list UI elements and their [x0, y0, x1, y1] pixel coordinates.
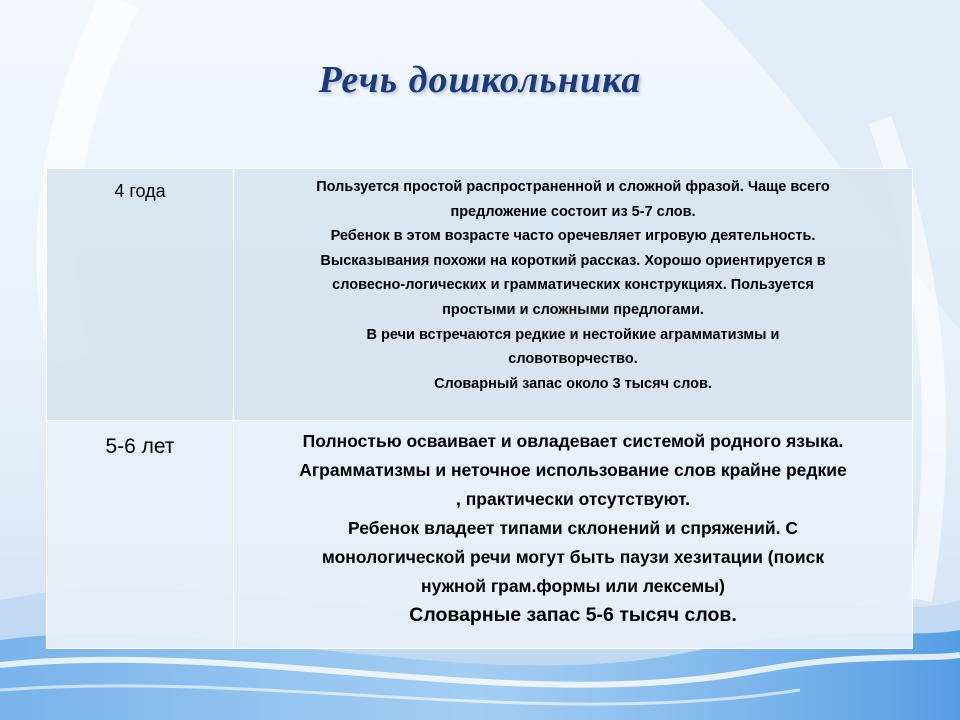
speech-development-table [46, 168, 913, 649]
description-line: Высказывания похожи на короткий рассказ. Хорошо ориентируется в [320, 252, 826, 269]
description-line: В речи встречаются редкие и нестойкие аграмматизмы и [366, 326, 780, 343]
description-line: нужной грам.формы или лексемы) [421, 576, 725, 596]
table-row [47, 169, 913, 421]
description-line: Пользуется простой распространенной и сложной фразой. Чаще всего [316, 179, 830, 195]
description-line: Полностью осваивает и овладевает системой родного языка. [302, 431, 844, 451]
description-cell [234, 421, 913, 649]
description-line: Словарный запас около 3 тысяч слов. [434, 375, 712, 392]
description-line: простыми и сложными предлогами. [442, 301, 704, 318]
description-line: Ребенок владеет типами склонений и спряжений. С [348, 518, 798, 538]
description-cell [234, 169, 913, 421]
age-cell: 5-6 лет [47, 421, 234, 649]
table-row [47, 421, 913, 649]
description-line: предложение состоит из 5-7 слов. [450, 203, 696, 220]
description-line: , практически отсутствуют. [456, 489, 690, 509]
age-cell: 4 года [47, 169, 234, 421]
description-line: монологической речи могут быть паузи хезитации (поиск [321, 547, 825, 567]
description-line: словотворчество. [508, 351, 638, 368]
vocabulary-line: Словарные запас 5-6 тысяч слов. [409, 604, 737, 626]
description-line: словесно-логических и грамматических конструкциях. Пользуется [332, 277, 814, 294]
description-line: Аграмматизмы и неточное использование слов крайне редкие [299, 460, 847, 480]
slide-title: Речь дошкольника [318, 59, 642, 101]
description-line: Ребенок в этом возрасте часто оречевляет игровую деятельность. [330, 228, 816, 245]
